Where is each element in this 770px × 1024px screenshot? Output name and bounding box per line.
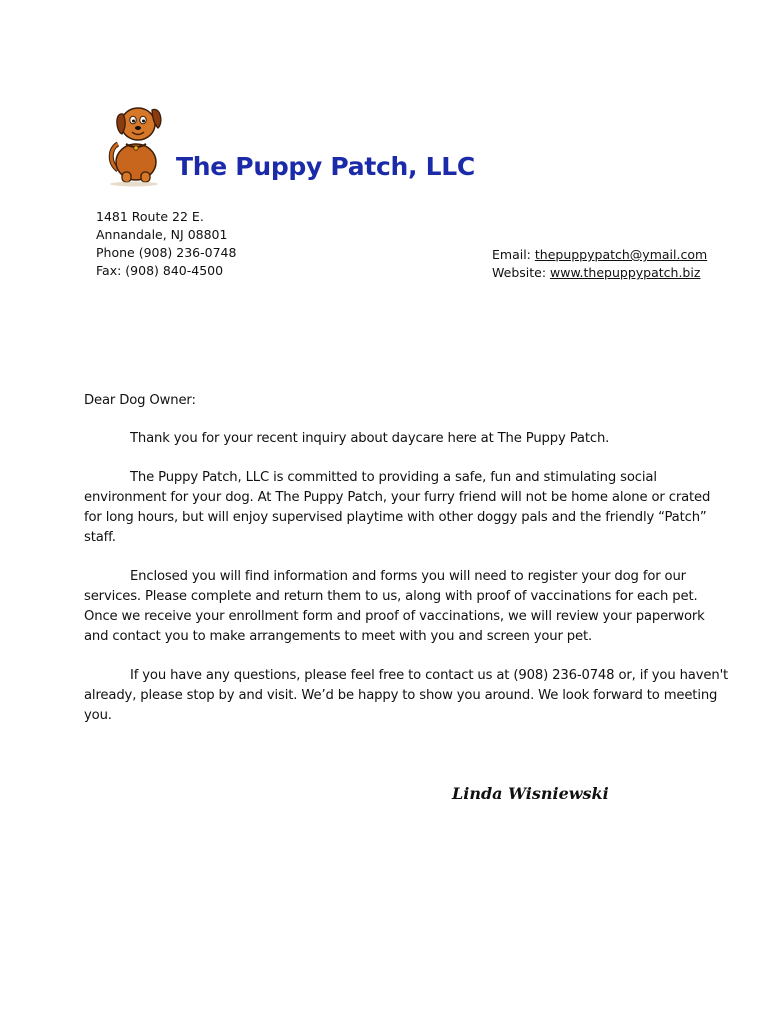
signature: Linda Wisniewski (452, 784, 609, 803)
email-label: Email: (492, 247, 535, 262)
paragraph-2: The Puppy Patch, LLC is committed to providing a safe, fun and stimulating social environment for your dog. At The Puppy Patch, your furry friend will not be home alone or crated for long hours, but will enjoy supervised playtime with other doggy pals and the friendly “Patch” staff. (84, 470, 711, 545)
address-line-2: Annandale, NJ 08801 (96, 227, 228, 242)
salutation: Dear Dog Owner: (84, 393, 196, 408)
letter-body (84, 391, 729, 745)
fax-number: Fax: (908) 840-4500 (96, 263, 224, 278)
phone-number: Phone (908) 236-0748 (96, 245, 237, 260)
website-link[interactable]: www.thepuppypatch.biz (550, 265, 701, 280)
paragraph-3: Enclosed you will find information and forms you will need to register your dog for our services. Please complete and return them to us, along with proof of vaccinations for each pet. Once we receive your enrollment form and proof of vaccinations, we will review your paperwork and contact you to make arrangements to meet with you and screen your pet. (84, 569, 705, 644)
paragraph-1: Thank you for your recent inquiry about daycare here at The Puppy Patch. (130, 431, 610, 446)
website-line (492, 264, 707, 282)
cartoon-dog-icon (104, 92, 168, 188)
contact-online-block (492, 246, 707, 282)
website-label: Website: (492, 265, 551, 280)
paragraph-4: If you have any questions, please feel free to contact us at (908) 236-0748 or, if you haven't already, please stop by and visit. We’d be happy to show you around. We look forward to meeting you. (84, 668, 729, 723)
contact-address-block (96, 208, 236, 280)
email-link[interactable]: thepuppypatch@ymail.com (534, 247, 708, 262)
email-line (492, 246, 707, 264)
company-name: The Puppy Patch, LLC (176, 152, 475, 181)
address-line-1: 1481 Route 22 E. (96, 209, 204, 224)
